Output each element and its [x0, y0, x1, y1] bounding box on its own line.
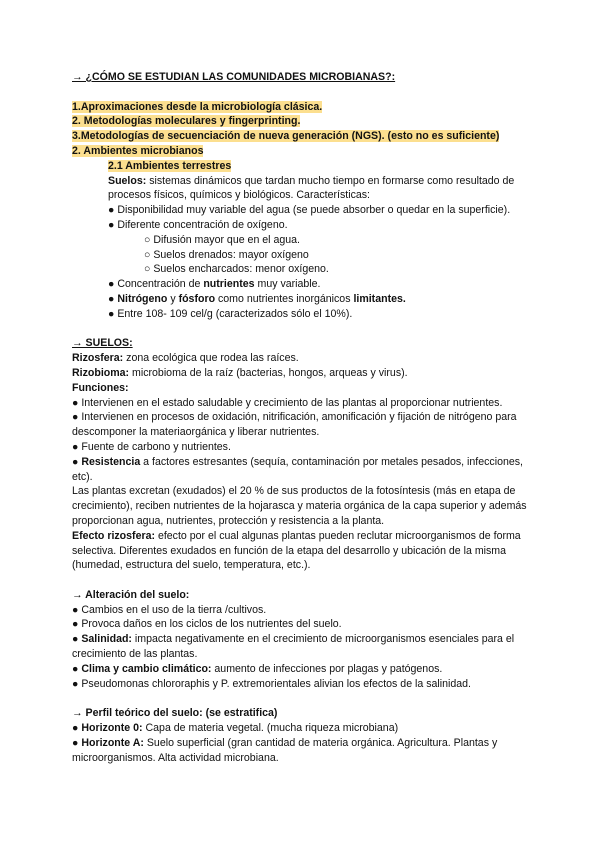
highlight-item-4: 2. Ambientes microbianos: [72, 144, 204, 157]
suelos-heading: → SUELOS:: [72, 337, 133, 350]
list-item: ● Disponibilidad muy variable del agua (se puede absorber o quedar en la superficie).: [108, 204, 511, 217]
sub-list-item: ○ Difusión mayor que en el agua.: [144, 233, 300, 246]
list-item: ● Diferente concentración de oxígeno.: [108, 218, 288, 231]
highlight-item-3: 3.Metodologías de secuenciación de nueva generación (NGS). (esto no es suficiente): [72, 130, 500, 143]
list-item: ● Horizonte A: Suelo superficial (gran cantidad de materia orgánica. Agricultura. Plantas y microorganismos. Alta actividad microbiana.: [72, 736, 498, 764]
list-item: ● Pseudomonas chlororaphis y P. extremorientales alivian los efectos de la salinidad.: [72, 677, 471, 690]
list-item: ● Provoca daños en los ciclos de los nutrientes del suelo.: [72, 618, 342, 631]
perfil-heading: → Perfil teórico del suelo: (se estratifica): [72, 707, 278, 720]
list-item: ● Salinidad: impacta negativamente en el crecimiento de microorganismos esenciales para el crecimiento de las plantas.: [72, 633, 515, 661]
list-item: ● Intervienen en el estado saludable y crecimiento de las plantas al proporcionar nutrientes.: [72, 396, 503, 409]
list-item: ● Cambios en el uso de la tierra /cultivos.: [72, 603, 267, 616]
page-title: → ¿CÓMO SE ESTUDIAN LAS COMUNIDADES MICROBIANAS?:: [72, 71, 396, 83]
highlight-item-2: 2. Metodologías moleculares y fingerprinting.: [72, 115, 301, 128]
rizosfera-definition: Rizosfera: zona ecológica que rodea las raíces.: [72, 352, 299, 365]
efecto-rizosfera: Efecto rizosfera: efecto por el cual algunas plantas pueden reclutar microorganismos de forma selectiva. Diferentes exudados en función de la etapa del desarrollo y ubicación de la misma (humedad, estructura del suelo, temperatura, etc.).: [72, 529, 521, 572]
list-item: ● Horizonte 0: Capa de materia vegetal. (mucha riqueza microbiana): [72, 722, 399, 735]
suelos-definition: Suelos: sistemas dinámicos que tardan mucho tiempo en formarse como resultado de procesos físicos, químicos y biológicos. Características:: [108, 174, 515, 202]
terrestrial-heading: 2.1 Ambientes terrestres: [108, 159, 232, 172]
list-item: ● Entre 108- 109 cel/g (caracterizados sólo el 10%).: [108, 307, 353, 320]
list-item: ● Intervienen en procesos de oxidación, nitrificación, amonificación y fijación de nitrógeno para descomponer la materiaorgánica y liberar nutrientes.: [72, 411, 517, 439]
highlight-item-1: 1.Aproximaciones desde la microbiología clásica.: [72, 100, 323, 113]
document-page: [72, 70, 542, 765]
list-item: ● Resistencia a factores estresantes (sequía, contaminación por metales pesados, infecciones, etc).: [72, 455, 523, 483]
sub-list-item: ○ Suelos drenados: mayor oxígeno: [144, 248, 309, 261]
alteracion-heading: → Alteración del suelo:: [72, 588, 190, 601]
sub-list-item: ○ Suelos encharcados: menor oxígeno.: [144, 263, 329, 276]
list-item: ● Clima y cambio climático: aumento de infecciones por plagas y patógenos.: [72, 662, 443, 675]
list-item: ● Concentración de nutrientes muy variable.: [108, 278, 321, 291]
funciones-heading: Funciones:: [72, 381, 129, 394]
list-item: ● Nitrógeno y fósforo como nutrientes inorgánicos limitantes.: [108, 292, 406, 305]
paragraph: Las plantas excretan (exudados) el 20 % de sus productos de la fotosíntesis (más en etapa de crecimiento), reciben nutrientes de la hojarasca y materia orgánica de la capa superior y además proporcionan agua, nutrientes, protección y resistencia a la planta.: [72, 485, 527, 527]
rizobioma-definition: Rizobioma: microbioma de la raíz (bacterias, hongos, arqueas y virus).: [72, 366, 408, 379]
list-item: ● Fuente de carbono y nutrientes.: [72, 440, 231, 453]
terrestrial-section: [72, 159, 542, 322]
